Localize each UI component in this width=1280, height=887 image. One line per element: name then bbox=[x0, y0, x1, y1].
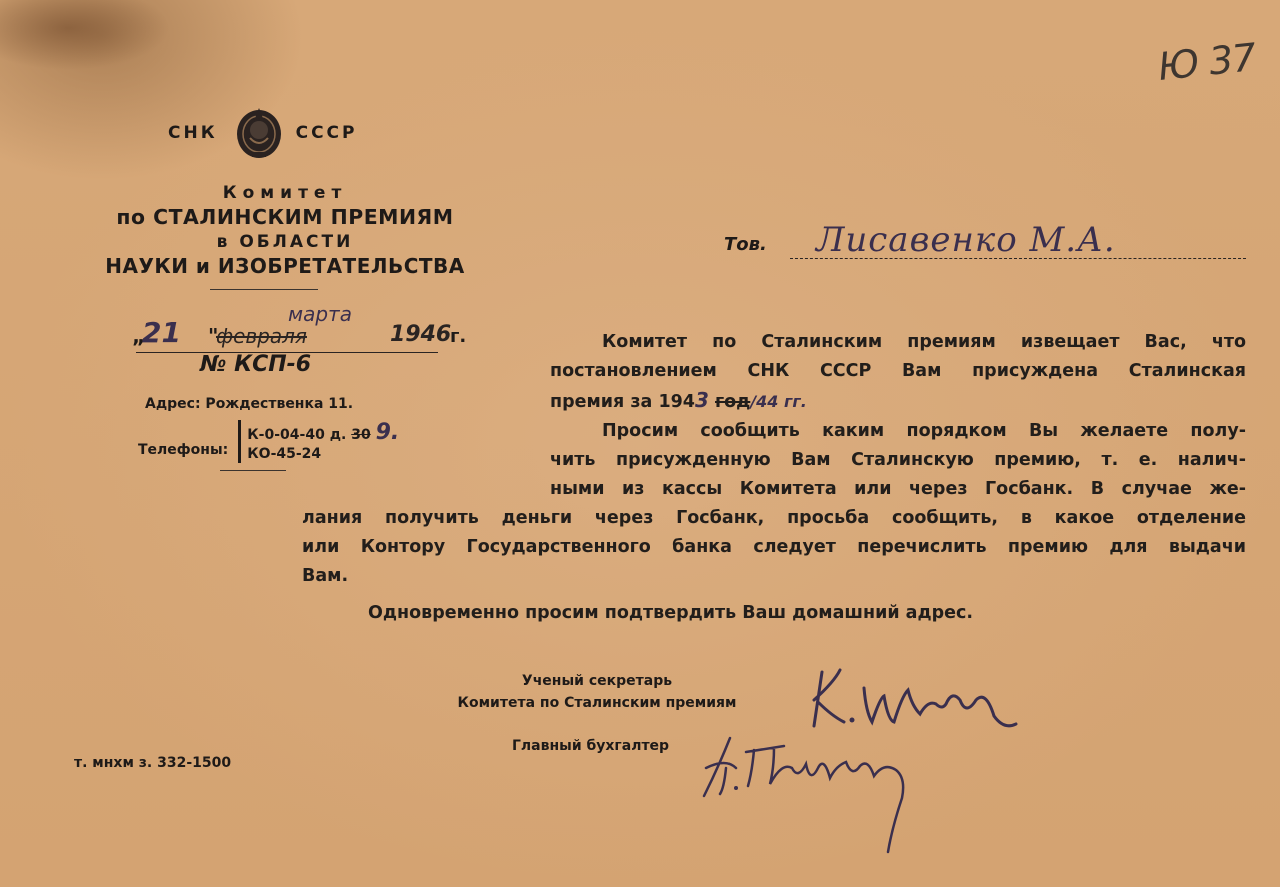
phone-1-ext-handwritten: 9. bbox=[375, 420, 400, 445]
committee-line-4: НАУКИ и ИЗОБРЕТАТЕЛЬСТВА bbox=[105, 254, 465, 279]
date-month-handwritten: марта bbox=[288, 302, 352, 326]
letterhead-org-row bbox=[168, 104, 358, 162]
body-p2-line-5: или Контору Государственного банка следует перечислить премию для выдачи bbox=[302, 537, 1246, 557]
secretary-signature-title bbox=[424, 670, 770, 714]
recipient-line bbox=[724, 222, 1246, 262]
date-open-quote: „ bbox=[132, 324, 146, 348]
date-year: 1946 bbox=[390, 322, 452, 347]
body-p1-line-1: Комитет по Сталинским премиям извещает Вас, что bbox=[602, 332, 1246, 352]
award-year-handwritten-tail: /44 гг. bbox=[750, 392, 807, 411]
body-p1-line-3-start: премия за 194 bbox=[550, 392, 695, 412]
letterhead-divider bbox=[210, 289, 318, 290]
accountant-signature-title: Главный бухгалтер bbox=[512, 738, 670, 754]
body-p3: Одновременно просим подтвердить Ваш домашний адрес. bbox=[368, 603, 974, 623]
paper-stain bbox=[0, 0, 170, 70]
award-year-struck: год bbox=[715, 392, 751, 412]
phone-1-number: К-0-04-40 bbox=[247, 427, 325, 443]
recipient-name-handwritten: Лисавенко М.А. bbox=[816, 220, 1116, 260]
soviet-emblem-icon bbox=[232, 104, 286, 162]
letter-body bbox=[302, 328, 1246, 628]
date-close-quote: " bbox=[208, 324, 219, 348]
committee-title bbox=[70, 182, 500, 280]
org-left-text: СНК bbox=[168, 123, 218, 143]
phone-1-ext-struck: 30 bbox=[351, 427, 371, 443]
committee-line-1: Комитет bbox=[222, 183, 348, 203]
body-p2-line-4: лания получить деньги через Госбанк, просьба сообщить, в какое отделение bbox=[302, 508, 1246, 528]
date-year-suffix: г. bbox=[450, 326, 467, 347]
org-right-text: СССР bbox=[295, 123, 358, 143]
body-p2-line-2: чить присужденную Вам Сталинскую премию, т. е. налич- bbox=[550, 450, 1246, 470]
recipient-underline bbox=[790, 258, 1246, 259]
phone-2: КО-45-24 bbox=[247, 446, 322, 463]
phone-1-ext-prefix: д. bbox=[329, 427, 347, 443]
body-p2-line-6: Вам. bbox=[302, 566, 349, 586]
body-p1-line-2: постановлением СНК СССР Вам присуждена Сталинская bbox=[550, 361, 1246, 381]
date-day-handwritten: 21 bbox=[142, 316, 181, 349]
body-p2-line-3: ными из кассы Комитета или через Госбанк. В случае же- bbox=[550, 479, 1246, 499]
archive-mark: Ю 37 bbox=[1155, 35, 1258, 89]
date-month-struck: февраля bbox=[216, 324, 307, 348]
committee-line-3: в ОБЛАСТИ bbox=[216, 231, 354, 252]
secretary-line-1: Ученый секретарь bbox=[521, 673, 673, 689]
phones-label: Телефоны: bbox=[138, 441, 229, 458]
letterhead-bottom-rule bbox=[220, 470, 286, 471]
reference-number: № КСП-6 bbox=[200, 352, 312, 377]
body-p2-line-1: Просим сообщить каким порядком Вы желаете полу- bbox=[602, 421, 1246, 441]
recipient-prefix: Тов. bbox=[724, 234, 767, 255]
secretary-line-2: Комитета по Сталинским премиям bbox=[457, 695, 737, 711]
committee-line-2: по СТАЛИНСКИМ ПРЕМИЯМ bbox=[116, 205, 454, 230]
accountant-signature bbox=[696, 728, 926, 858]
award-year-handwritten-digit: 3 bbox=[694, 388, 709, 412]
body-p1-line-3 bbox=[302, 386, 1246, 417]
printing-code: т. мнхм з. 332-1500 bbox=[74, 755, 232, 771]
letterhead-address: Адрес: Рождественка 11. bbox=[145, 396, 354, 412]
